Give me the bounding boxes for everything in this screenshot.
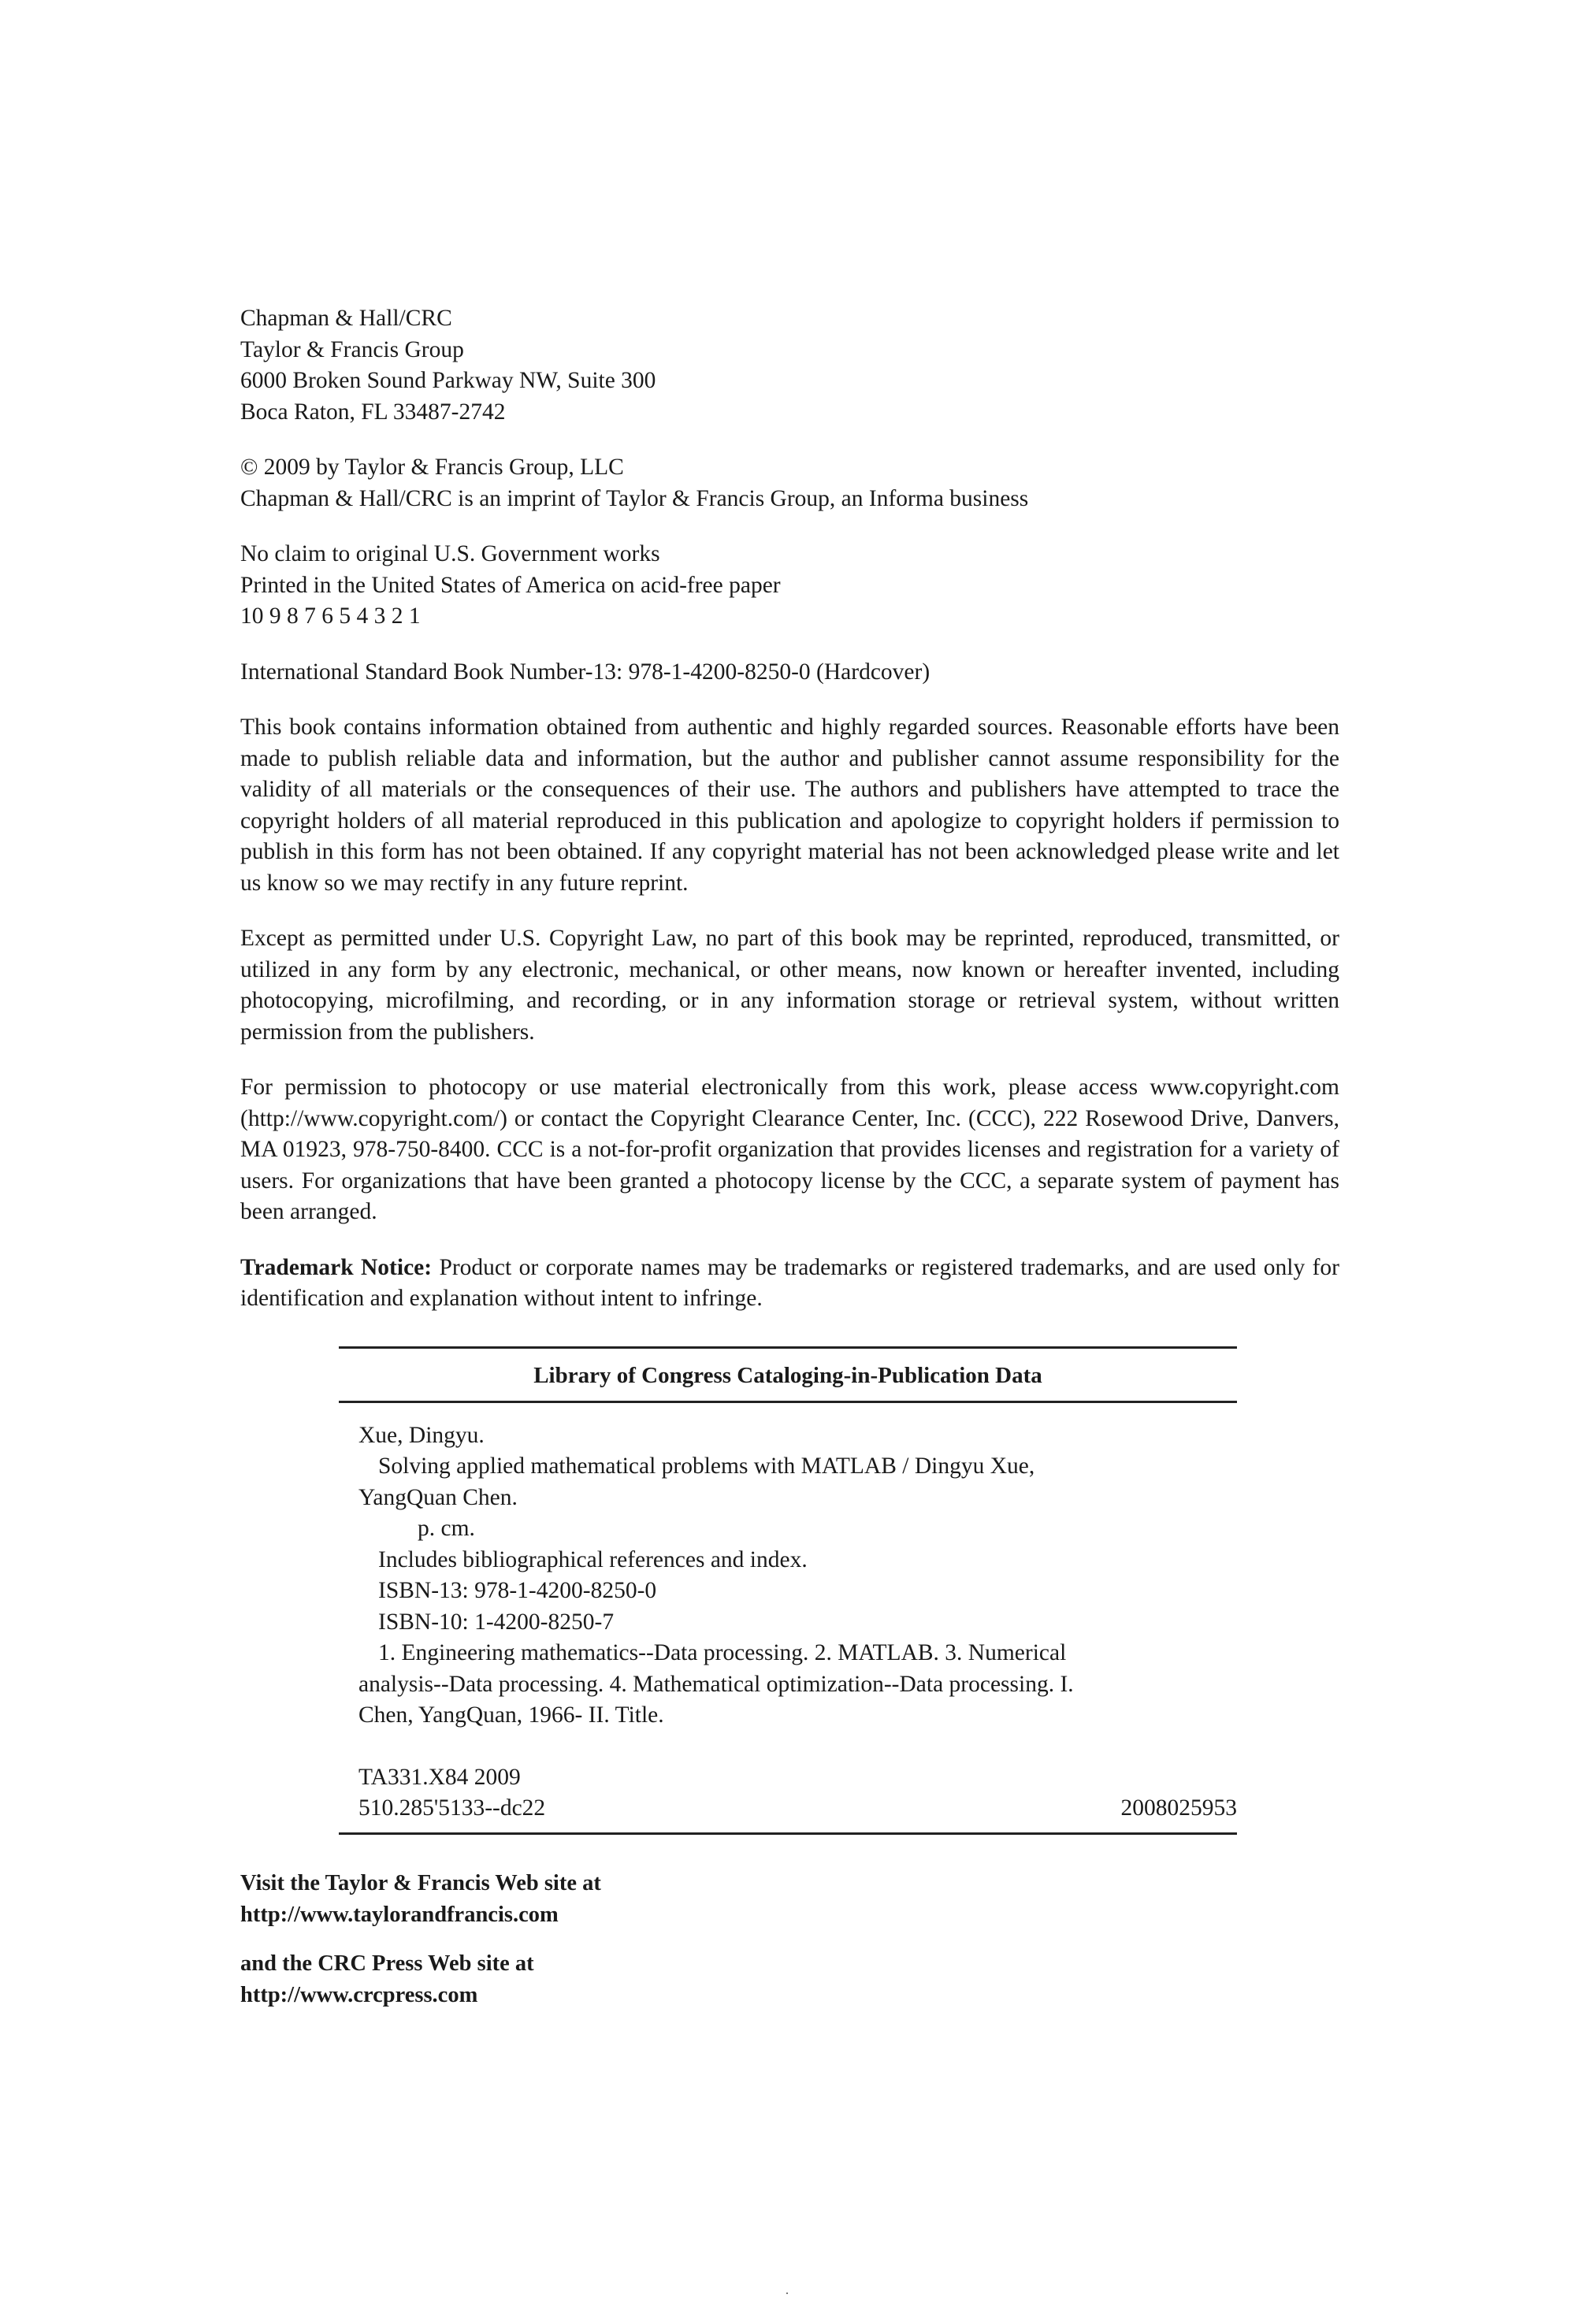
trademark-paragraph (240, 1253, 1339, 1315)
cip-isbn10: ISBN-10: 1-4200-8250-7 (378, 1609, 615, 1635)
cip-isbn13: ISBN-13: 978-1-4200-8250-0 (378, 1578, 657, 1603)
cip-bottom-rule (339, 1832, 1237, 1835)
page-speck (786, 2292, 788, 2294)
cip-title-line-2: YangQuan Chen. (358, 1484, 518, 1510)
except-paragraph: Except as permitted under U.S. Copyright Law, no part of this book may be reprinted, reproduced, transmitted, or utilized in any form by any electronic, mechanical, or other means, now known or hereafter invented, including photocopying, microfilming, and recording, or in any information storage or retrieval system, without written permission from the publishers. (240, 926, 1339, 1045)
permission-paragraph: For permission to photocopy or use material electronically from this work, please access www.copyright.com (http://www.copyright.com/) or contact the Copyright Clearance Center, Inc. (CCC), 222 Rosewood Drive, Danvers, MA 01923, 978-750-8400. CCC is a not-for-profit organization that provides licenses and registration for a variety of users. For organizations that have been granted a photocopy license by the CCC, a separate system of payment has been arranged. (240, 1075, 1339, 1224)
copyright-page (240, 303, 1339, 2011)
copyright-line: © 2009 by Taylor & Francis Group, LLC (240, 455, 624, 480)
cip-author: Xue, Dingyu. (358, 1422, 485, 1448)
publisher-name: Chapman & Hall/CRC (240, 306, 452, 331)
cip-block (339, 1346, 1237, 1835)
cip-subjects-3: Chen, YangQuan, 1966- II. Title. (358, 1702, 664, 1728)
trademark-label: Trademark Notice: (240, 1254, 433, 1280)
isbn-line: International Standard Book Number-13: 978-1-4200-8250-0 (Hardcover) (240, 659, 930, 685)
crc-web-label: and the CRC Press Web site at (240, 1951, 534, 1976)
trademark-text: Product or corporate names may be trademarks or registered trademarks, and are used only for identification and explanation without intent to infringe. (240, 1254, 1339, 1311)
copyright-block (240, 452, 1339, 514)
publisher-city: Boca Raton, FL 33487-2742 (240, 399, 506, 425)
cip-title: Library of Congress Cataloging-in-Publication Data (533, 1362, 1042, 1388)
crc-web-url[interactable]: http://www.crcpress.com (240, 1982, 478, 2007)
cip-call-number: TA331.X84 2009 (358, 1764, 521, 1790)
cip-subjects-1: 1. Engineering mathematics--Data processing. 2. MATLAB. 3. Numerical (378, 1640, 1067, 1665)
cip-title-line-1: Solving applied mathematical problems with MATLAB / Dingyu Xue, (378, 1453, 1035, 1479)
cip-includes: Includes bibliographical references and index. (378, 1546, 808, 1572)
cip-dewey: 510.285'5133--dc22 (358, 1795, 546, 1821)
tf-web-url[interactable]: http://www.taylorandfrancis.com (240, 1902, 559, 1927)
publisher-address (240, 303, 1339, 428)
publisher-group: Taylor & Francis Group (240, 336, 464, 362)
cip-classification-row (358, 1793, 1237, 1825)
web-links (240, 1868, 1339, 2011)
sources-paragraph: This book contains information obtained from authentic and highly regarded sources. Reasonable efforts have been made to publish reliable data and information, but the author and publisher cannot assume responsibility for the validity of all materials or the consequences of their use. The authors and publishers have attempted to trace the copyright holders of all material reproduced in this publication and apologize to copyright holders if permission to publish in this form has not been obtained. If any copyright material has not been acknowledged please write and let us know so we may rectify in any future reprint. (240, 715, 1339, 896)
printing-block (240, 539, 1339, 633)
cip-lccn: 2008025953 (1120, 1795, 1237, 1821)
imprint-line: Chapman & Hall/CRC is an imprint of Taylor & Francis Group, an Informa business (240, 485, 1029, 511)
print-number-line: 10 9 8 7 6 5 4 3 2 1 (240, 603, 421, 629)
cip-body (339, 1403, 1237, 1832)
printed-in-line: Printed in the United States of America on acid-free paper (240, 572, 781, 598)
publisher-street: 6000 Broken Sound Parkway NW, Suite 300 (240, 368, 656, 393)
cip-subjects-2: analysis--Data processing. 4. Mathematical optimization--Data processing. I. (358, 1671, 1074, 1697)
cip-pages: p. cm. (418, 1516, 475, 1541)
tf-web-label: Visit the Taylor & Francis Web site at (240, 1870, 601, 1895)
no-claim-line: No claim to original U.S. Government works (240, 541, 660, 566)
